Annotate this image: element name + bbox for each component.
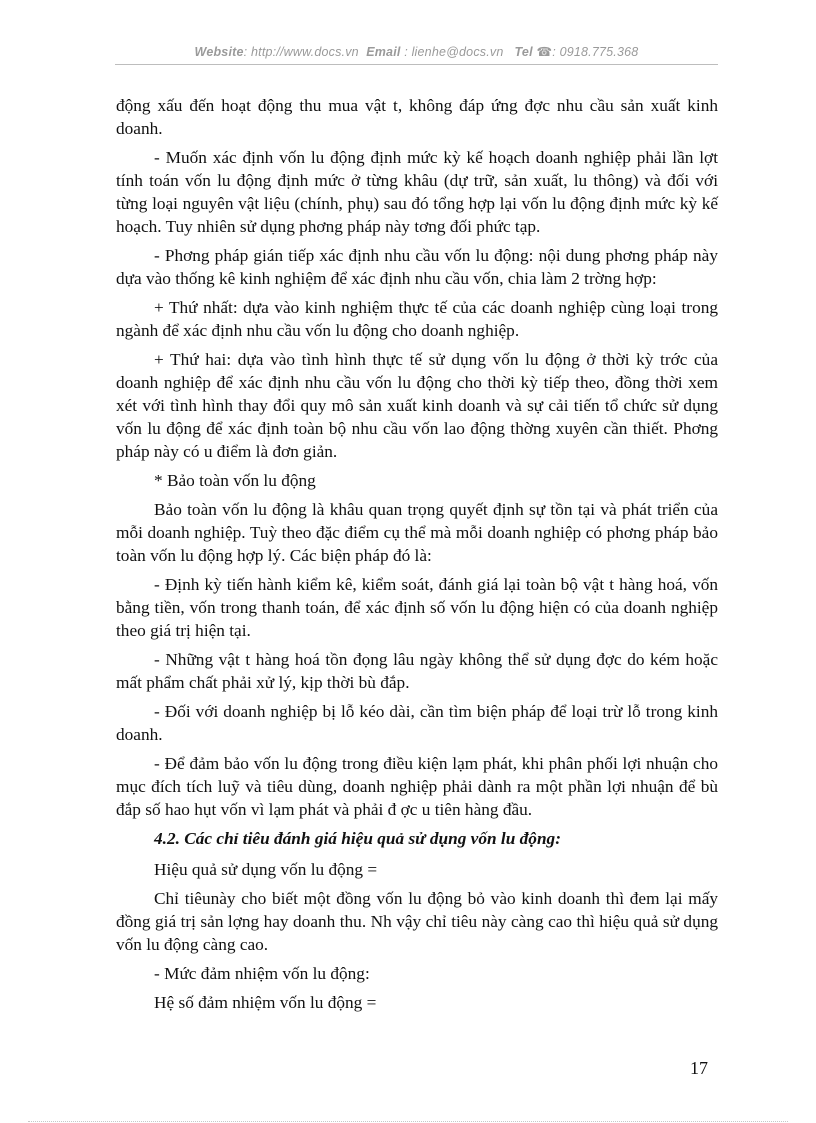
paragraph-preservation-intro: Bảo toàn vốn lu động là khâu quan trọng quyết định sự tồn tại và phát triển của mỗi doanh nghiệp. Tuỳ theo đặc điểm cụ thể mà mỗi doanh nghiệp có phơng pháp bảo toàn vốn lu động hợp lý. Các biện pháp đó là: xyxy=(116,500,718,565)
tel-value: : 0918.775.368 xyxy=(552,45,639,59)
phone-icon: ☎ xyxy=(536,45,553,59)
paragraph-indirect-method: - Phơng pháp gián tiếp xác định nhu cầu vốn lu động: nội dung phơng pháp này dựa vào thống kê kinh nghiệm để xác định nhu cầu vốn, chia làm 2 trờng hợp: xyxy=(116,246,718,288)
paragraph-case-two: + Thứ hai: dựa vào tình hình thực tế sử dụng vốn lu động ở thời kỳ trớc của doanh nghiệp để xác định nhu cầu vốn lu động cho thời kỳ tiếp theo, đồng thời xem xét với tình hình thay đổi quy mô sản xuất kinh doanh và sự cải tiến tổ chức sử dụng vốn lu động để xác định toàn bộ nhu cầu vốn lao động thờng xuyên cần thiết. Phơng pháp này có u điểm là đơn giản. xyxy=(116,350,718,461)
tel-label: Tel xyxy=(514,45,533,59)
page-number: 17 xyxy=(690,1058,708,1078)
section-heading-4-2: 4.2. Các chỉ tiêu đánh giá hiệu quả sử dụng vốn lu động: xyxy=(154,829,561,848)
section-preservation-title: * Bảo toàn vốn lu động xyxy=(154,471,316,490)
paragraph-measure-losses: - Đối với doanh nghiệp bị lỗ kéo dài, cần tìm biện pháp để loại trừ lỗ trong kinh doanh. xyxy=(116,702,718,744)
paragraph-case-one: + Thứ nhất: dựa vào kinh nghiệm thực tế của các doanh nghiệp cùng loại trong ngành để xác định nhu cầu vốn lu động cho doanh nghiệp. xyxy=(116,298,718,340)
paragraph-measure-inventory: - Định kỳ tiến hành kiểm kê, kiểm soát, đánh giá lại toàn bộ vật t hàng hoá, vốn bằng tiền, vốn trong thanh toán, để xác định số vốn lu động hiện có của doanh nghiệp theo giá trị hiện tại. xyxy=(116,575,718,640)
paragraph-direct-method: - Muốn xác định vốn lu động định mức kỳ kế hoạch doanh nghiệp phải lần lợt tính toán vốn lu động định mức ở từng khâu (dự trữ, sản xuất, lu thông) và đối với từng loại nguyên vật liệu (chính, phụ) sau đó tổng hợp lại vốn lu động định mức kỳ kế hoạch. Tuy nhiên sử dụng phơng pháp này tơng đối phức tạp. xyxy=(116,148,718,236)
website-value: : http://www.docs.vn xyxy=(243,45,359,59)
footer-divider xyxy=(28,1121,788,1122)
header-divider xyxy=(115,64,718,65)
paragraph-efficiency-explanation: Chỉ tiêunày cho biết một đồng vốn lu động bỏ vào kinh doanh thì đem lại mấy đồng giá trị sản lợng hay doanh thu. Nh vậy chỉ tiêu này càng cao thì hiệu quả sử dụng vốn lu động càng cao. xyxy=(116,889,718,954)
email-value: : lienhe@docs.vn xyxy=(404,45,504,59)
email-label: Email xyxy=(366,45,401,59)
page-header xyxy=(115,44,718,59)
paragraph-measure-inflation: - Để đảm bảo vốn lu động trong điều kiện lạm phát, khi phân phối lợi nhuận cho mục đích tích luỹ và tiêu dùng, doanh nghiệp phải dành ra một phần lợi nhuận để bù đắp số hao hụt vốn vì lạm phát và phải đ ợc u tiên hàng đầu. xyxy=(116,754,718,819)
document-body xyxy=(116,94,718,1020)
subsection-responsibility-level: - Mức đảm nhiệm vốn lu động: xyxy=(154,964,370,983)
paragraph-measure-stock: - Những vật t hàng hoá tồn đọng lâu ngày không thể sử dụng đợc do kém hoặc mất phẩm chất phải xử lý, kịp thời bù đắp. xyxy=(116,650,718,692)
website-label: Website xyxy=(194,45,244,59)
paragraph-continuation: động xấu đến hoạt động thu mua vật t, không đáp ứng đợc nhu cầu sản xuất kinh doanh. xyxy=(116,96,718,138)
formula-responsibility-ratio: Hệ số đảm nhiệm vốn lu động = xyxy=(154,993,377,1012)
formula-efficiency: Hiệu quả sử dụng vốn lu động = xyxy=(154,860,378,879)
